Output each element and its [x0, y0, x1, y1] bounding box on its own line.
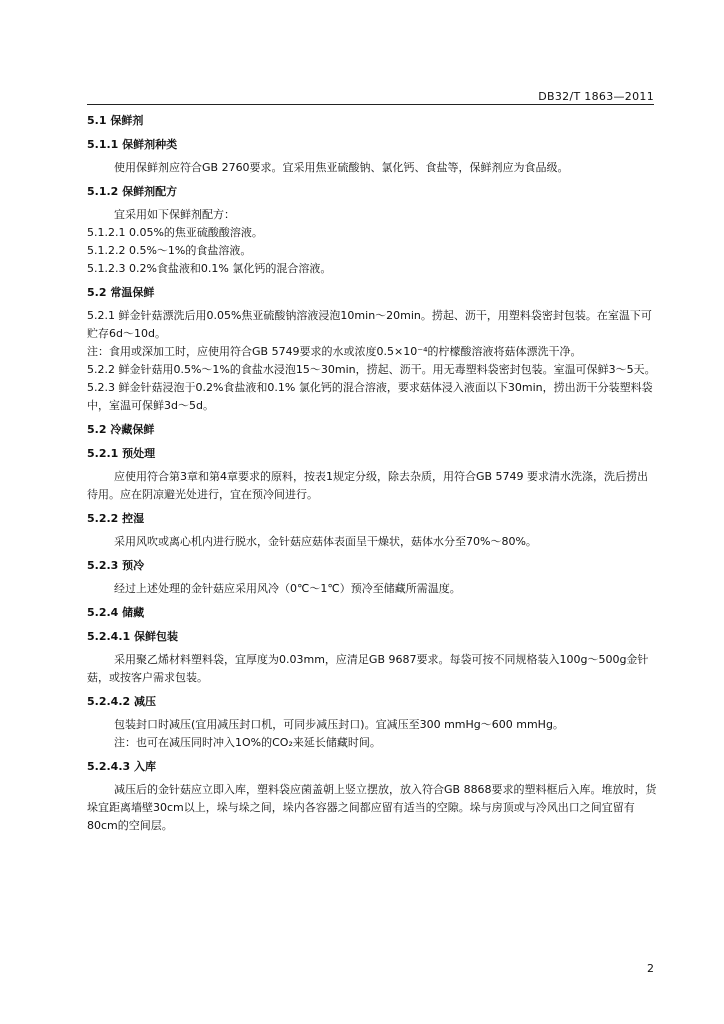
- header-rule: [87, 104, 654, 105]
- heading-packaging: 5.2.4.1 保鲜包装: [87, 630, 178, 643]
- heading-5-1: 5.1 保鲜剂: [87, 114, 144, 127]
- document-body: [87, 113, 657, 835]
- paragraph: 经过上述处理的金针菇应采用风冷（0℃～1℃）预冷至储藏所需温度。: [114, 582, 461, 595]
- paragraph: 使用保鲜剂应符合GB 2760要求。宜采用焦亚硫酸钠、氯化钙、食盐等，保鲜剂应为食品级。: [114, 161, 569, 174]
- paragraph: 包装封口时减压(宜用减压封口机，可同步减压封口)。宜减压至300 mmHg～600 mmHg。: [114, 718, 564, 731]
- paragraph: 采用聚乙烯材料塑料袋，宜厚度为0.03mm，应清足GB 9687要求。每袋可按不同规格装入100g～500g金针菇，或按客户需求包装。: [87, 653, 649, 684]
- list-item: 5.1.2.1 0.05%的焦亚硫酸酸溶液。: [87, 226, 263, 239]
- heading-5-2-cold: 5.2 冷藏保鲜: [87, 423, 155, 436]
- list-item: 5.1.2.2 0.5%～1%的食盐溶液。: [87, 244, 252, 257]
- heading-precool: 5.2.3 预冷: [87, 559, 145, 572]
- heading-humidity: 5.2.2 控湿: [87, 512, 145, 525]
- page-number: 2: [647, 962, 654, 975]
- note: 注：食用或深加工时，应使用符合GB 5749要求的水或浓度0.5×10⁻⁴的柠檬酸溶液将菇体漂洗干净。: [87, 345, 582, 358]
- list-item: 5.1.2.3 0.2%食盐液和0.1% 氯化钙的混合溶液。: [87, 262, 332, 275]
- paragraph: 应使用符合第3章和第4章要求的原料，按表1规定分级，除去杂质，用符合GB 5749 要求清水洗涤，洗后捞出待用。应在阴凉避光处进行，宜在预冷间进行。: [87, 470, 649, 501]
- heading-storage: 5.2.4 储藏: [87, 606, 145, 619]
- clause-5-2-1: 5.2.1 鲜金针菇漂洗后用0.05%焦亚硫酸钠溶液浸泡10min～20min。捞起、沥干，用塑料袋密封包装。在室温下可贮存6d～10d。: [87, 309, 652, 340]
- paragraph: 宜采用如下保鲜剂配方：: [114, 208, 235, 221]
- heading-decompression: 5.2.4.2 减压: [87, 695, 156, 708]
- heading-5-1-1: 5.1.1 保鲜剂种类: [87, 138, 178, 151]
- clause-5-2-2: 5.2.2 鲜金针菇用0.5%～1%的食盐水浸泡15～30min，捞起、沥干。用无毒塑料袋密封包装。室温可保鲜3～5天。: [87, 363, 656, 376]
- heading-5-2: 5.2 常温保鲜: [87, 286, 155, 299]
- clause-5-2-3: 5.2.3 鲜金针菇浸泡于0.2%食盐液和0.1% 氯化钙的混合溶液，要求菇体浸入液面以下30min，捞出沥干分装塑料袋中，室温可保鲜3d～5d。: [87, 381, 653, 412]
- standard-code: DB32/T 1863—2011: [538, 90, 654, 103]
- paragraph: 采用风吹或离心机内进行脱水，金针菇应菇体表面呈干燥状，菇体水分至70%～80%。: [114, 535, 537, 548]
- heading-5-1-2: 5.1.2 保鲜剂配方: [87, 185, 178, 198]
- heading-warehousing: 5.2.4.3 入库: [87, 760, 156, 773]
- note: 注：也可在减压同时冲入1O%的CO₂来延长储藏时间。: [114, 736, 381, 749]
- paragraph: 减压后的金针菇应立即入库，塑料袋应菌盖朝上竖立摆放，放入符合GB 8868要求的塑料框后入库。堆放时，货垛宜距离墙壁30cm以上，垛与垛之间，垛内各容器之间都应留有适当的空隙。垛与房顶或与冷风出口之间宜留有80cm的空间层。: [87, 783, 657, 832]
- heading-pretreatment: 5.2.1 预处理: [87, 447, 156, 460]
